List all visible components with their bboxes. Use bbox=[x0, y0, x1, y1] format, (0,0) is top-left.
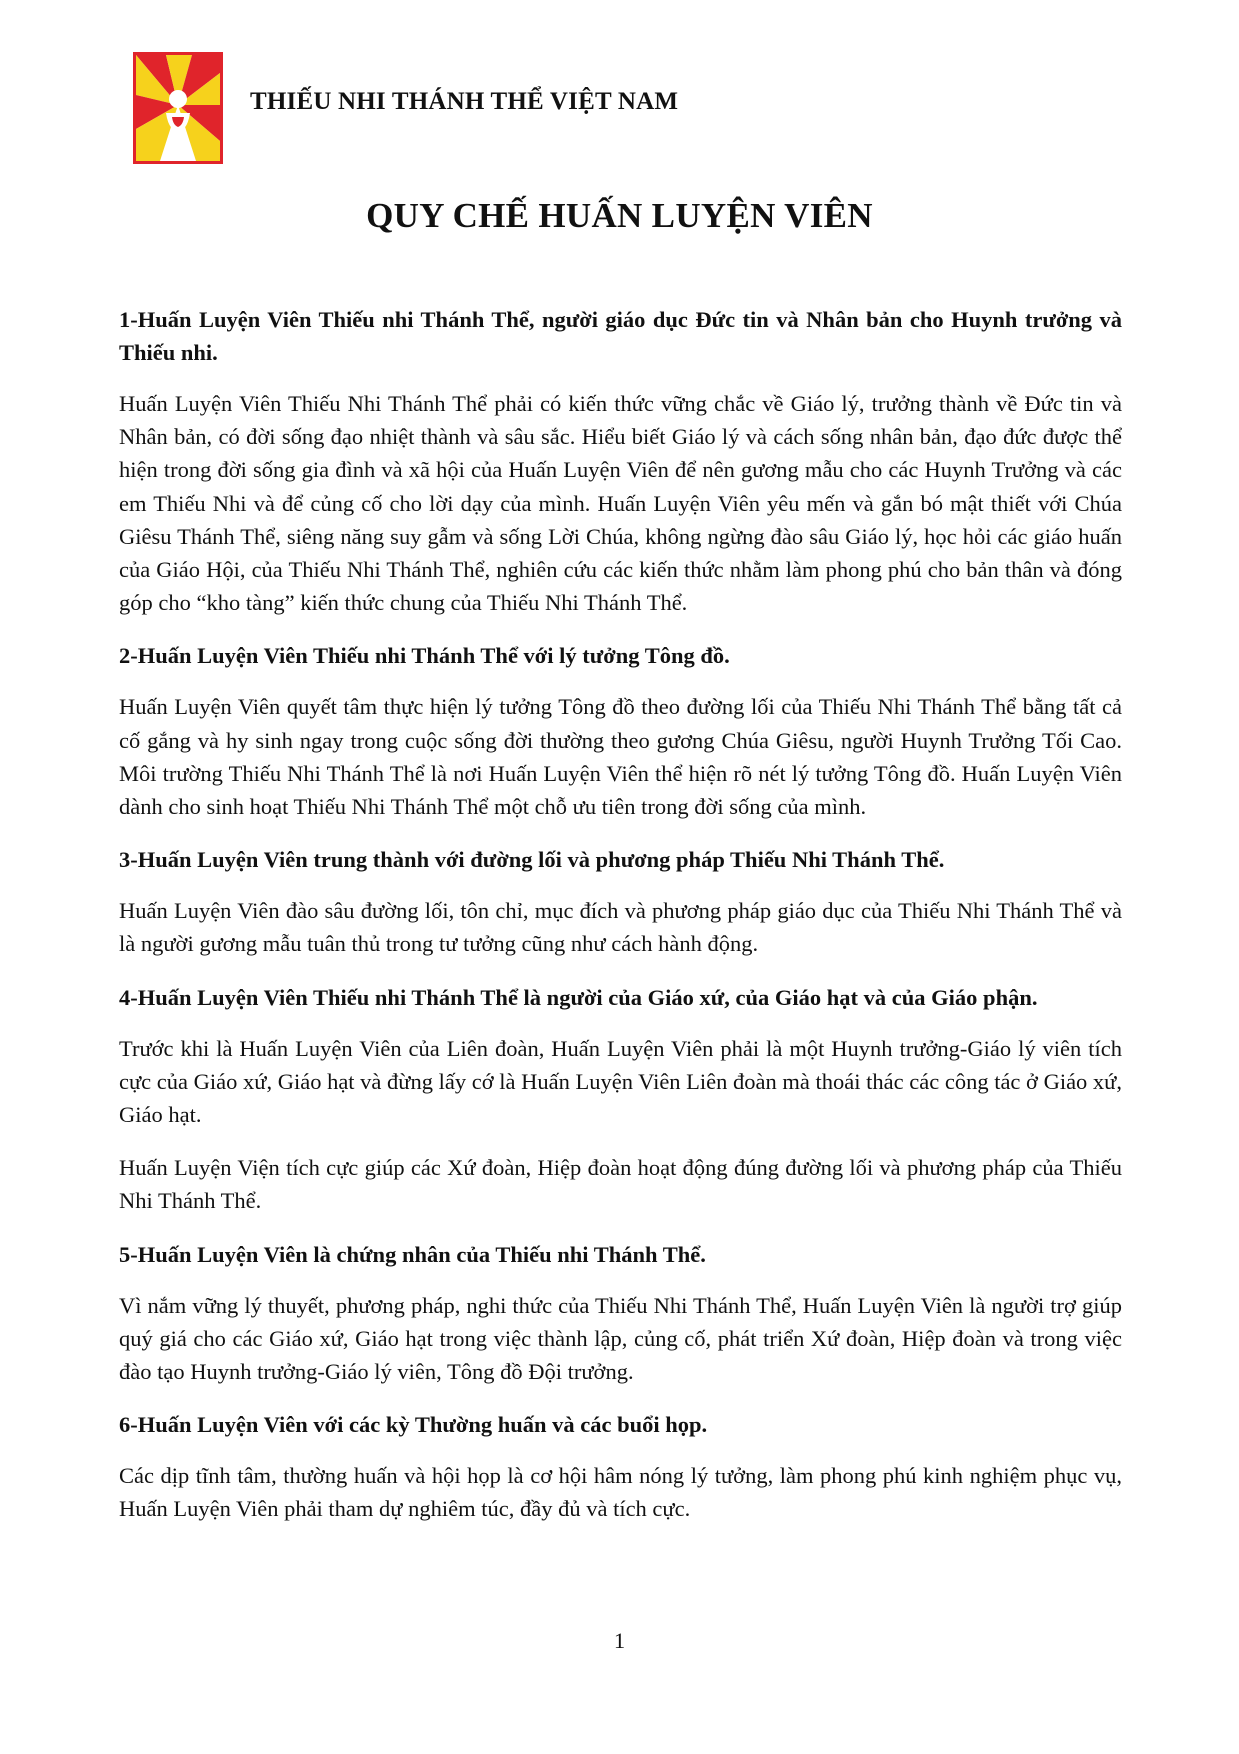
paragraph: Các dịp tĩnh tâm, thường huấn và hội họp là cơ hội hâm nóng lý tưởng, làm phong phú kinh nghiệm phục vụ, Huấn Luyện Viên phải tham dự nghiêm túc, đầy đủ và tích cực. bbox=[119, 1463, 1122, 1522]
section-heading: 5-Huấn Luyện Viên là chứng nhân của Thiếu nhi Thánh Thể. bbox=[119, 1241, 706, 1267]
document-body bbox=[119, 303, 1122, 1546]
section-1 bbox=[119, 303, 1122, 619]
document-title: QUY CHẾ HUẤN LUYỆN VIÊN bbox=[366, 196, 873, 235]
section-5 bbox=[119, 1238, 1122, 1389]
organization-name: THIẾU NHI THÁNH THỂ VIỆT NAM bbox=[250, 88, 679, 115]
paragraph: Trước khi là Huấn Luyện Viên của Liên đoàn, Huấn Luyện Viên phải là một Huynh trưởng-Giáo lý viên tích cực của Giáo xứ, Giáo hạt và đừng lấy cớ là Huấn Luyện Viên Liên đoàn mà thoái thác các công tác ở Giáo xứ, Giáo hạt. bbox=[119, 1035, 1122, 1128]
section-2 bbox=[119, 639, 1122, 823]
paragraph: Huấn Luyện Viện tích cực giúp các Xứ đoàn, Hiệp đoàn hoạt động đúng đường lối và phương pháp của Thiếu Nhi Thánh Thể. bbox=[119, 1155, 1122, 1214]
paragraph: Huấn Luyện Viên Thiếu Nhi Thánh Thể phải có kiến thức vững chắc về Giáo lý, trưởng thành về Đức tin và Nhân bản, có đời sống đạo nhiệt thành và sâu sắc. Hiểu biết Giáo lý và cách sống nhân bản, đạo đức được thể hiện trong đời sống gia đình và xã hội của Huấn Luyện Viên để nên gương mẫu cho các Huynh Trưởng và các em Thiếu Nhi và để củng cố cho lời dạy của mình. Huấn Luyện Viên yêu mến và gắn bó mật thiết với Chúa Giêsu Thánh Thể, siêng năng suy gẫm và sống Lời Chúa, không ngừng đào sâu Giáo lý, học hỏi các giáo huấn của Giáo Hội, của Thiếu Nhi Thánh Thể, nghiên cứu các kiến thức nhằm làm phong phú cho bản thân và đóng góp cho “kho tàng” kiến thức chung của Thiếu Nhi Thánh Thể. bbox=[119, 391, 1122, 616]
paragraph: Huấn Luyện Viên đào sâu đường lối, tôn chỉ, mục đích và phương pháp giáo dục của Thiếu Nhi Thánh Thể và là người gương mẫu tuân thủ trong tư tưởng cũng như cách hành động. bbox=[119, 898, 1122, 957]
section-4 bbox=[119, 981, 1122, 1218]
section-heading: 4-Huấn Luyện Viên Thiếu nhi Thánh Thể là người của Giáo xứ, của Giáo hạt và của Giáo phận. bbox=[119, 984, 1038, 1010]
paragraph: Vì nắm vững lý thuyết, phương pháp, nghi thức của Thiếu Nhi Thánh Thể, Huấn Luyện Viên là người trợ giúp quý giá cho các Giáo xứ, Giáo hạt trong việc thành lập, củng cố, phát triển Xứ đoàn, Hiệp đoàn và trong việc đào tạo Huynh trưởng-Giáo lý viên, Tông đồ Đội trưởng. bbox=[119, 1292, 1122, 1385]
section-6 bbox=[119, 1408, 1122, 1525]
section-3 bbox=[119, 843, 1122, 960]
tntt-emblem-icon bbox=[133, 52, 223, 164]
section-heading: 6-Huấn Luyện Viên với các kỳ Thường huấn và các buổi họp. bbox=[119, 1412, 708, 1438]
section-heading: 1-Huấn Luyện Viên Thiếu nhi Thánh Thể, người giáo dục Đức tin và Nhân bản cho Huynh trưởng và Thiếu nhi. bbox=[119, 307, 1122, 365]
page-number: 1 bbox=[613, 1628, 626, 1653]
section-heading: 2-Huấn Luyện Viên Thiếu nhi Thánh Thể với lý tưởng Tông đồ. bbox=[119, 643, 730, 669]
section-heading: 3-Huấn Luyện Viên trung thành với đường lối và phương pháp Thiếu Nhi Thánh Thể. bbox=[119, 847, 945, 873]
paragraph: Huấn Luyện Viên quyết tâm thực hiện lý tưởng Tông đồ theo đường lối của Thiếu Nhi Thánh Thể bằng tất cả cố gắng và hy sinh ngay trong cuộc sống đời thường theo gương Chúa Giêsu, người Huynh Trưởng Tối Cao. Môi trường Thiếu Nhi Thánh Thể là nơi Huấn Luyện Viên thể hiện rõ nét lý tưởng Tông đồ. Huấn Luyện Viên dành cho sinh hoạt Thiếu Nhi Thánh Thể một chỗ ưu tiên trong đời sống của mình. bbox=[119, 694, 1122, 820]
